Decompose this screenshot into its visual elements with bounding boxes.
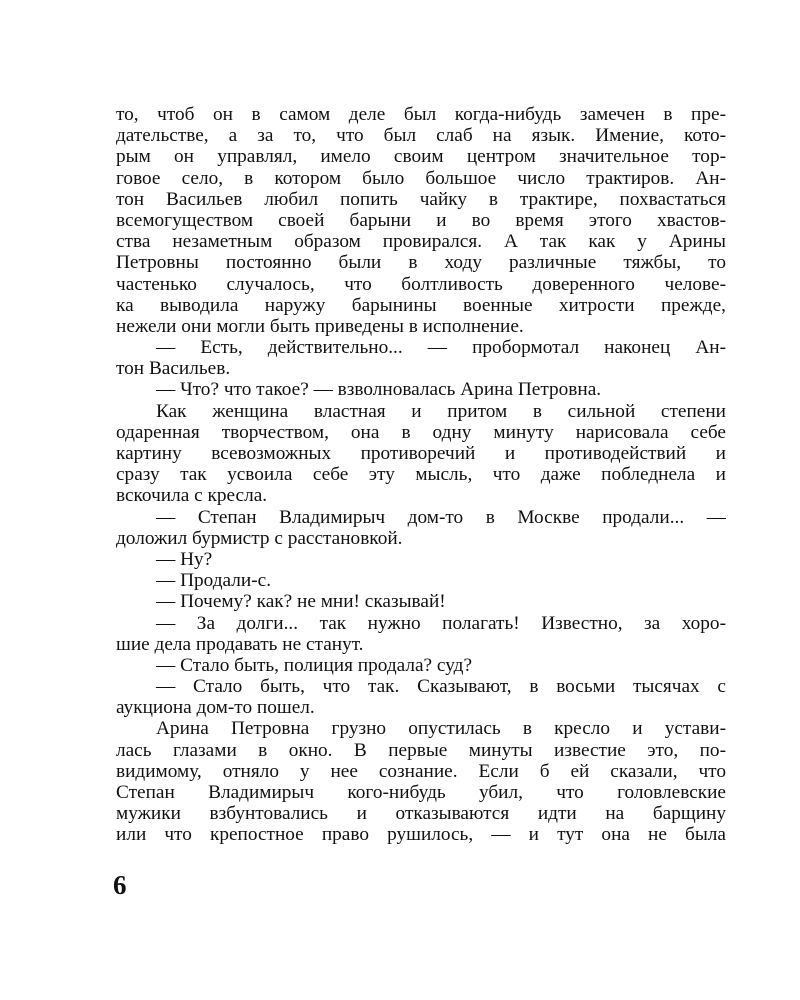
text-line: аукциона дом-то пошел. — [116, 697, 315, 719]
text-line: Арина Петровна грузно опустилась в кресло и устави- — [156, 718, 726, 740]
text-line: ства незаметным образом провирался. А так как у Арины — [116, 231, 726, 253]
text-line: лась глазами в окно. В первые минуты известие это, по- — [116, 739, 726, 761]
text-line: дательстве, а за то, что был слаб на язык. Имение, кото- — [116, 125, 726, 147]
text-line: ка выводила наружу барынины военные хитрости прежде, — [116, 294, 726, 316]
page-number: 6 — [113, 870, 127, 900]
text-line: Как женщина властная и притом в сильной степени — [156, 400, 726, 422]
text-line: — Степан Владимирыч дом-то в Москве продали... — — [156, 506, 726, 528]
text-line: рым он управлял, имело своим центром значительное тор- — [116, 146, 726, 168]
text-line: — Стало быть, полиция продала? суд? — [156, 654, 473, 676]
text-line: нежели они могли быть приведены в исполнение. — [116, 315, 524, 337]
text-line: мужики взбунтовались и отказываются идти на барщину — [116, 803, 726, 825]
text-line: — Почему? как? не мни! сказывай! — [156, 591, 446, 613]
text-line: — Стало быть, что так. Сказывают, в восьми тысячах с — [156, 676, 726, 698]
text-line: сразу так усвоила себе эту мысль, что даже побледнела и — [116, 464, 726, 486]
text-line: Петровны постоянно были в ходу различные тяжбы, то — [116, 252, 726, 274]
text-line: — Ну? — [156, 548, 213, 570]
text-line: тон Васильев любил попить чайку в трактире, похвастаться — [116, 188, 726, 210]
text-line: — Что? что такое? — взволновалась Арина Петровна. — [156, 379, 602, 401]
text-line: шие дела продавать не станут. — [116, 633, 364, 655]
text-line: — Продали-с. — [156, 570, 272, 592]
text-line: видимому, отняло у нее сознание. Если б ей сказали, что — [116, 760, 726, 782]
text-line: Степан Владимирыч кого-нибудь убил, что головлевские — [116, 782, 726, 803]
text-line: вскочила с кресла. — [116, 485, 268, 507]
text-line: говое село, в котором было большое число трактиров. Ан- — [116, 167, 726, 189]
body-text — [116, 104, 726, 846]
text-line: — За долги... так нужно полагать! Известно, за хоро- — [156, 612, 726, 634]
text-line: одаренная творчеством, она в одну минуту нарисовала себе — [116, 421, 726, 443]
text-line: частенько случалось, что болтливость доверенного челове- — [116, 273, 726, 295]
text-line: тон Васильев. — [116, 358, 231, 380]
text-line: картину всевозможных противоречий и противодействий и — [116, 443, 726, 464]
text-line: доложил бурмистр с расстановкой. — [116, 527, 403, 549]
text-line: — Есть, действительно... — пробормотал наконец Ан- — [156, 337, 726, 359]
text-line: то, чтоб он в самом деле был когда-нибудь замечен в пре- — [116, 104, 726, 125]
text-line: или что крепостное право рушилось, — и тут она не была — [116, 824, 726, 846]
text-line: всемогуществом своей барыни и во время этого хвастов- — [116, 209, 726, 231]
